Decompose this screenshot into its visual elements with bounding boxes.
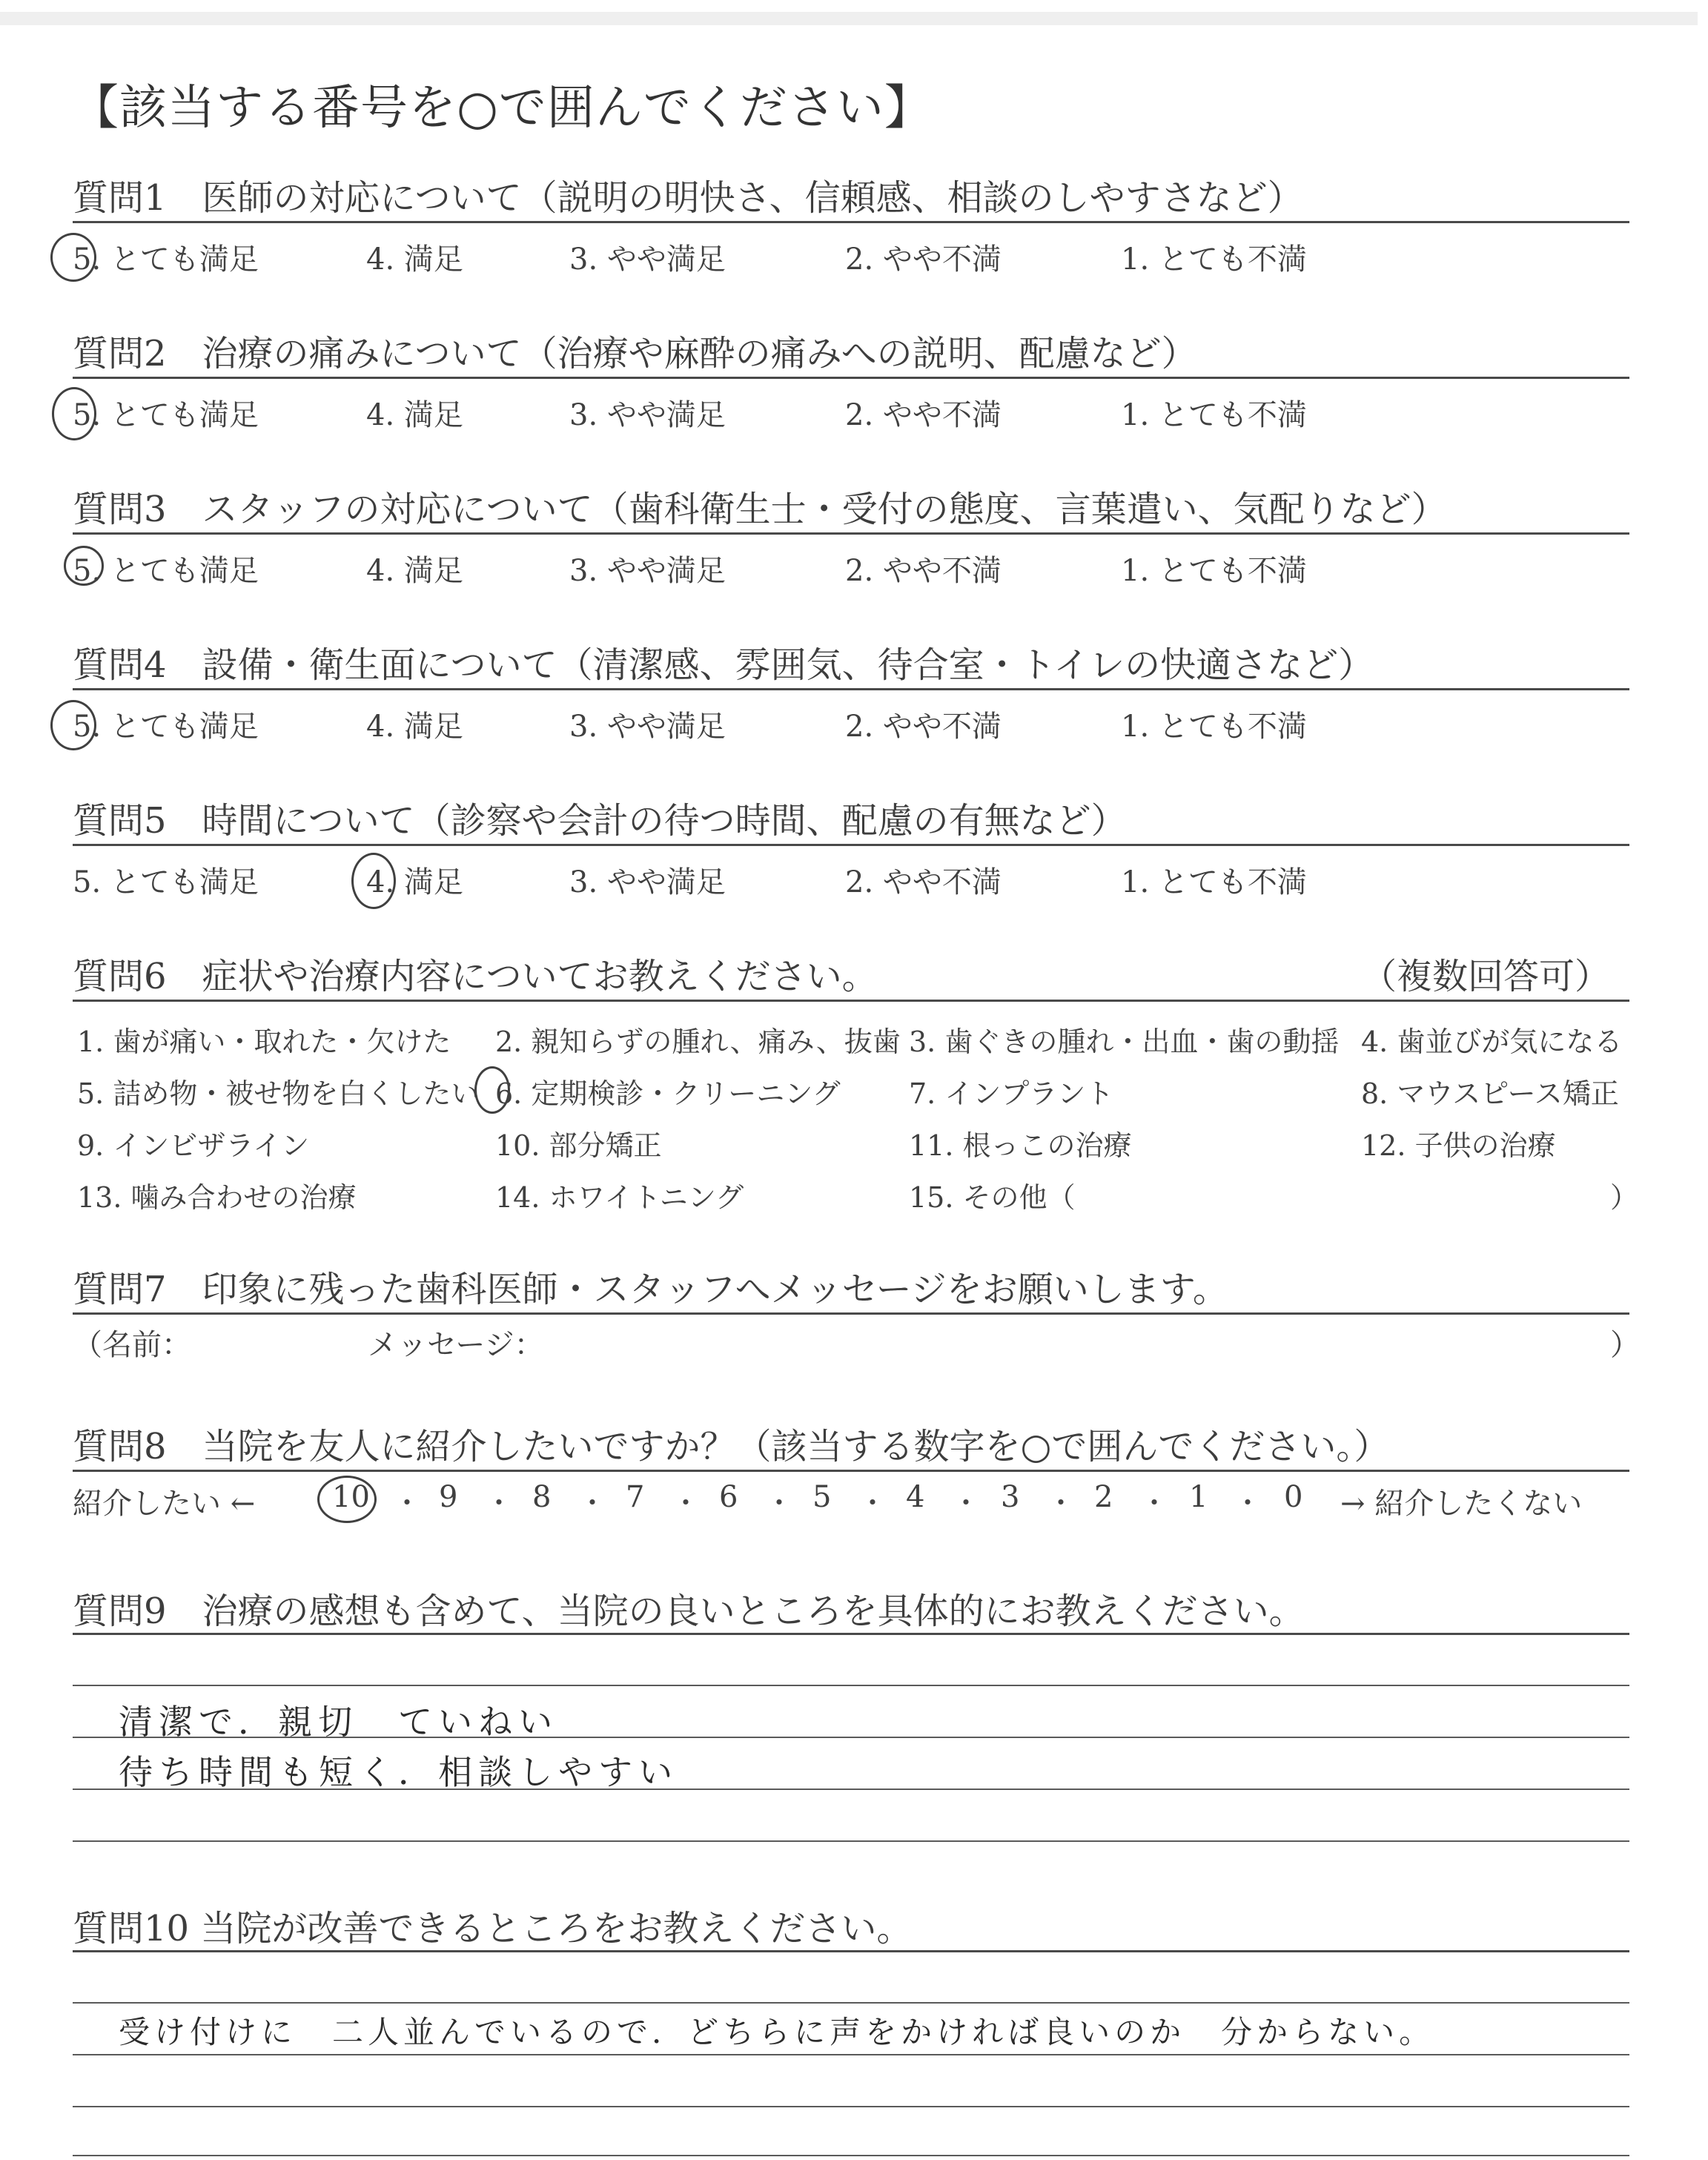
score-9[interactable]: 9: [439, 1480, 458, 1514]
option-1[interactable]: 1. とても不満: [1121, 710, 1307, 744]
divider: [73, 1000, 1629, 1002]
selection-circle: [64, 546, 104, 586]
message-label: メッセージ：: [368, 1328, 544, 1362]
option-5[interactable]: 5. とても満足: [73, 242, 259, 277]
symptom-option[interactable]: 4. 歯並びが気になる: [1361, 1025, 1623, 1058]
option-3[interactable]: 3. やや満足: [569, 554, 726, 588]
option-3[interactable]: 3. やや満足: [569, 242, 726, 277]
option-1[interactable]: 1. とても不満: [1121, 865, 1307, 899]
question-title: 質問9 治療の感想も含めて、当院の良いところを具体的にお教えください。: [73, 1591, 1305, 1632]
handwritten-answer: 受け付けに 二人並んでいるので．どちらに声をかければ良いのか 分からない。: [119, 2014, 1435, 2050]
symptom-option[interactable]: 15. その他（: [909, 1181, 1076, 1214]
answer-line: [73, 2155, 1629, 2156]
score-3[interactable]: 3: [1001, 1480, 1020, 1514]
symptom-option[interactable]: 13. 噛み合わせの治療: [77, 1181, 357, 1214]
answer-line: [73, 2002, 1629, 2004]
option-1[interactable]: 1. とても不満: [1121, 554, 1307, 588]
selection-circle: [474, 1066, 510, 1114]
separator: ・: [858, 1487, 887, 1519]
score-10[interactable]: 10: [332, 1480, 370, 1514]
option-2[interactable]: 2. やや不満: [845, 554, 1002, 588]
option-2[interactable]: 2. やや不満: [845, 865, 1002, 899]
separator: ・: [1140, 1487, 1169, 1519]
answer-line: [73, 1685, 1629, 1686]
selection-circle: [317, 1476, 377, 1523]
score-0[interactable]: 0: [1284, 1480, 1303, 1514]
separator: ・: [952, 1487, 981, 1519]
handwritten-answer: 清潔で．親切 ていねい: [119, 1702, 559, 1742]
recommend-label: 紹介したい ←: [73, 1487, 256, 1521]
option-4[interactable]: 4. 満足: [366, 554, 463, 588]
symptom-option[interactable]: 1. 歯が痛い・取れた・欠けた: [77, 1025, 451, 1058]
answer-line: [73, 2106, 1629, 2107]
symptom-option[interactable]: 11. 根っこの治療: [909, 1129, 1132, 1162]
option-4[interactable]: 4. 満足: [366, 242, 463, 277]
selection-circle: [50, 233, 96, 282]
symptom-option[interactable]: 7. インプラント: [909, 1077, 1114, 1110]
option-4[interactable]: 4. 満足: [366, 710, 463, 744]
symptom-option[interactable]: 12. 子供の治療: [1361, 1129, 1556, 1162]
option-5[interactable]: 5. とても満足: [73, 865, 259, 899]
symptom-option[interactable]: 5. 詰め物・被せ物を白くしたい: [77, 1077, 480, 1110]
handwritten-answer: 待ち時間も短く．相談しやすい: [119, 1752, 679, 1792]
symptom-option[interactable]: 6. 定期検診・クリーニング: [495, 1077, 841, 1110]
divider: [73, 377, 1629, 379]
symptom-option[interactable]: 14. ホワイトニング: [495, 1181, 744, 1214]
option-3[interactable]: 3. やや満足: [569, 865, 726, 899]
other-close-paren: ）: [1610, 1181, 1639, 1214]
not-recommend-label: → 紹介したくない: [1340, 1487, 1583, 1521]
separator: ・: [672, 1487, 701, 1519]
separator: ・: [485, 1487, 514, 1519]
selection-circle: [351, 853, 396, 909]
question-title: 質問2 治療の痛みについて（治療や麻酔の痛みへの説明、配慮など）: [73, 333, 1197, 374]
symptom-option[interactable]: 9. インビザライン: [77, 1129, 310, 1162]
option-3[interactable]: 3. やや満足: [569, 398, 726, 432]
divider: [73, 844, 1629, 846]
selection-circle: [50, 700, 96, 750]
option-2[interactable]: 2. やや不満: [845, 398, 1002, 432]
question-title: 質問5 時間について（診察や会計の待つ時間、配慮の有無など）: [73, 800, 1127, 842]
scan-edge: [0, 12, 1698, 25]
close-paren: ）: [1610, 1328, 1640, 1362]
symptom-option[interactable]: 2. 親知らずの腫れ、痛み、抜歯: [495, 1025, 901, 1058]
divider: [73, 1633, 1629, 1635]
divider: [73, 221, 1629, 223]
separator: ・: [1047, 1487, 1076, 1519]
option-5[interactable]: 5. とても満足: [73, 554, 259, 588]
divider: [73, 1950, 1629, 1952]
option-2[interactable]: 2. やや不満: [845, 710, 1002, 744]
name-label: （名前：: [73, 1328, 191, 1362]
question-title: 質問4 設備・衛生面について（清潔感、雰囲気、待合室・トイレの快適さなど）: [73, 644, 1374, 686]
score-8[interactable]: 8: [532, 1480, 552, 1514]
score-2[interactable]: 2: [1094, 1480, 1113, 1514]
multiple-answers-note: （複数回答可）: [1361, 956, 1611, 997]
separator: ・: [765, 1487, 794, 1519]
divider: [73, 688, 1629, 690]
question-title: 質問10 当院が改善できるところをお教えください。: [73, 1908, 913, 1949]
option-1[interactable]: 1. とても不満: [1121, 242, 1307, 277]
question-title: 質問8 当院を友人に紹介したいですか？（該当する数字を○で囲んでください。）: [73, 1426, 1390, 1467]
option-5[interactable]: 5. とても満足: [73, 398, 259, 432]
score-6[interactable]: 6: [719, 1480, 738, 1514]
symptom-option[interactable]: 3. 歯ぐきの腫れ・出血・歯の動揺: [909, 1025, 1340, 1058]
question-title: 質問1 医師の対応について（説明の明快さ、信頼感、相談のしやすさなど）: [73, 177, 1303, 219]
question-title: 質問7 印象に残った歯科医師・スタッフへメッセージをお願いします。: [73, 1269, 1228, 1310]
score-1[interactable]: 1: [1189, 1480, 1208, 1514]
divider: [73, 1312, 1629, 1315]
question-title: 質問3 スタッフの対応について（歯科衛生士・受付の態度、言葉遣い、気配りなど）: [73, 489, 1447, 530]
option-1[interactable]: 1. とても不満: [1121, 398, 1307, 432]
divider: [73, 532, 1629, 535]
question-title: 質問6 症状や治療内容についてお教えください。: [73, 956, 878, 997]
score-5[interactable]: 5: [812, 1480, 832, 1514]
answer-line: [73, 2054, 1629, 2055]
option-2[interactable]: 2. やや不満: [845, 242, 1002, 277]
score-4[interactable]: 4: [906, 1480, 925, 1514]
option-5[interactable]: 5. とても満足: [73, 710, 259, 744]
symptom-option[interactable]: 8. マウスピース矯正: [1361, 1077, 1619, 1110]
separator: ・: [578, 1487, 607, 1519]
option-4[interactable]: 4. 満足: [366, 398, 463, 432]
divider: [73, 1470, 1629, 1472]
option-3[interactable]: 3. やや満足: [569, 710, 726, 744]
option-4[interactable]: 4. 満足: [366, 865, 463, 899]
symptom-option[interactable]: 10. 部分矯正: [495, 1129, 662, 1162]
score-7[interactable]: 7: [626, 1480, 645, 1514]
separator: ・: [1234, 1487, 1262, 1519]
separator: ・: [393, 1487, 422, 1519]
selection-circle: [52, 387, 96, 440]
answer-line: [73, 1840, 1629, 1842]
page-header: 【該当する番号を○で囲んでください】: [71, 81, 933, 136]
